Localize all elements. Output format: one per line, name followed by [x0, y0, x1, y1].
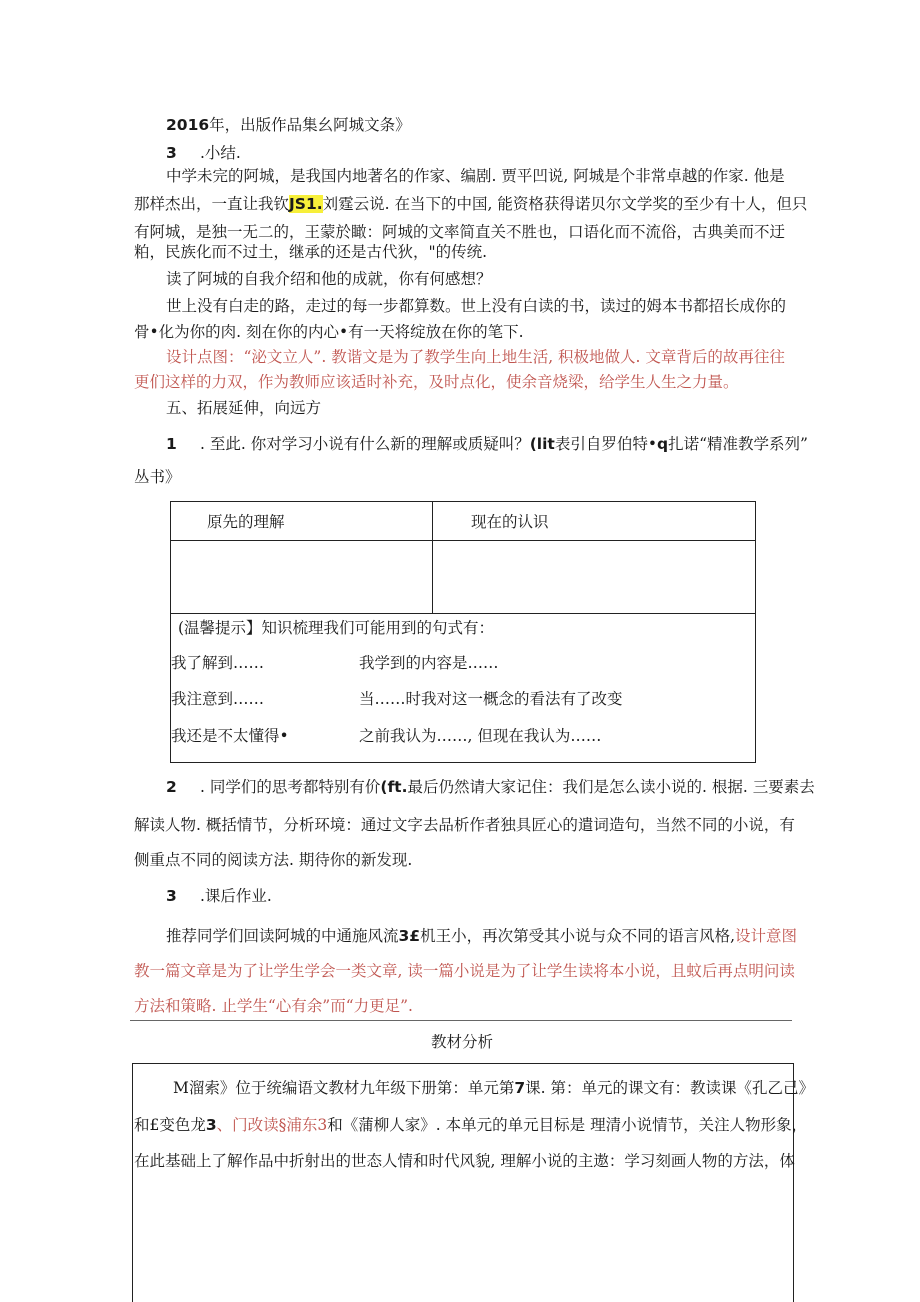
section-divider: [130, 1020, 792, 1021]
sentence-pattern-left-3: 我还是不太懂得•: [171, 727, 289, 745]
sentence-pattern-right-2: 当……时我对这一概念的看法有了改变: [359, 690, 623, 708]
reflection-line-2: 骨•化为你的肉. 刻在你的内心•有一天将绽放在你的笔下.: [134, 323, 524, 341]
highlighted-text: JS1.: [289, 195, 323, 213]
analysis-title: 教材分析: [431, 1033, 494, 1051]
table-header-current: 现在的认识: [471, 513, 549, 531]
section-five-heading: 五、拓展延伸，向远方: [166, 399, 322, 417]
extend-item-2-line-1: 2 . 同学们的思考都特别有价(ft.最后仍然请大家记住：我们是怎么读小说的. 根据. 三要素去: [166, 778, 815, 796]
design-note-line-1: 设计点图：“泌文立人”. 教谐文是为了教学生向上地生活, 积极地做人. 文章背后的故再往往: [166, 348, 785, 366]
summary-paragraph-line-2: 那样杰出，一直让我钦JS1.刘霆云说. 在当下的中国, 能资格获得诺贝尔文学奖的至少有十人，但只: [134, 195, 808, 213]
extend-item-2-line-2: 解读人物. 概括情节，分析环境：通过文字去品析作者独具匠心的遣词造句，当然不同的小说，有: [134, 816, 795, 834]
homework-line-2: 教一篇文章是为了让学生学会一类文章, 读一篇小说是为了让学生读将本小说，且蚊后再点明问读: [134, 962, 795, 980]
table-column-divider: [432, 501, 433, 613]
sentence-pattern-left-2: 我注意到……: [171, 690, 265, 708]
summary-paragraph-line-4: 粕，民族化而不过土，继承的还是古代狄，"的传统.: [134, 243, 488, 261]
sentence-pattern-left-1: 我了解到……: [171, 654, 265, 672]
design-note-line-2: 更们这样的力双，作为教师应该适时补充，及时点化，使余音烧梁，给学生人生之力量。: [134, 373, 739, 391]
sentence-pattern-right-3: 之前我认为……, 但现在我认为……: [359, 727, 602, 745]
summary-paragraph-line-1: 中学未完的阿城，是我国内地著名的作家、编剧. 贾平凹说, 阿城是个非常卓越的作家. 他是: [166, 167, 785, 185]
reflection-line-1: 世上没有白走的路，走过的每一步都算数。世上没有白读的书，读过的姆本书都招长成你的: [166, 297, 787, 315]
extend-item-2-line-3: 侧重点不同的阅读方法. 期待你的新发现.: [134, 851, 413, 869]
analysis-line-2: 和£变色龙3、门改读§浦东3和《蒲柳人家》. 本单元的单元目标是 理清小说情节，关注人物形象，: [134, 1116, 808, 1134]
question-paragraph: 读了阿城的自我介绍和他的成就，你有何感想？: [166, 270, 492, 288]
homework-line-1: 推荐同学们回读阿城的中通施风流3£机王小，再次第受其小说与众不同的语言风格,设计意图: [166, 927, 798, 945]
summary-heading: 3 .小结.: [166, 144, 241, 162]
homework-line-3: 方法和策略. 止学生“心有余”而“力更足”.: [134, 997, 413, 1015]
table-header-divider: [170, 540, 755, 541]
summary-paragraph-line-3: 有阿城，是独一无二的，王蒙於瞰：阿城的文率简直关不胜也，口语化而不流俗，古典美而不迂: [134, 223, 786, 241]
table-body-divider: [170, 613, 755, 614]
sentence-pattern-right-1: 我学到的内容是……: [359, 654, 499, 672]
analysis-line-3: 在此基础上了解作品中折射出的世态人情和时代风貌, 理解小说的主遨：学习刻画人物的方法，体: [134, 1152, 795, 1170]
analysis-line-1: M溜索》位于统编语文教材九年级下册第：单元第7课. 第：单元的课文有：教读课《孔乙己》: [173, 1079, 815, 1097]
table-tip: (温馨提示】知识梳理我们可能用到的句式有：: [178, 619, 495, 637]
analysis-box: [132, 1063, 794, 1302]
table-header-original: 原先的理解: [207, 513, 285, 531]
extend-item-1-line-2: 丛书》: [134, 468, 181, 486]
extend-item-3-heading: 3 .课后作业.: [166, 887, 272, 905]
extend-item-1-line-1: 1 . 至此. 你对学习小说有什么新的理解或质疑叫？(lit表引自罗伯特•q扎诺“精准教学系列”: [166, 435, 808, 453]
publication-line: 2016年，出版作品集幺阿城文条》: [166, 116, 411, 134]
